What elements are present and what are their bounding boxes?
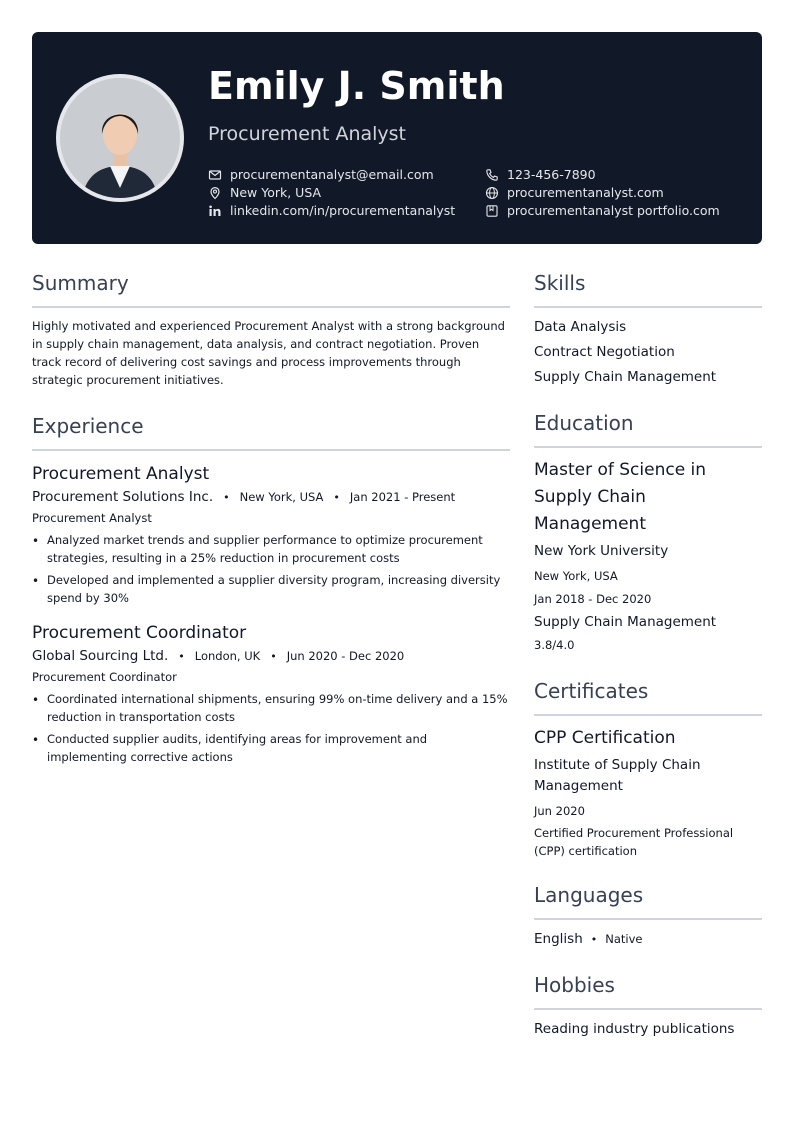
contact-phone[interactable] xyxy=(485,167,596,183)
contact-website[interactable] xyxy=(485,185,664,201)
education-section xyxy=(534,408,762,654)
contact-email-text: procurementanalyst@email.com xyxy=(230,167,434,182)
section-divider xyxy=(534,918,762,920)
job-bullets xyxy=(32,531,510,607)
job-company: Procurement Solutions Inc. xyxy=(32,489,214,505)
language-level: Native xyxy=(605,932,643,946)
profile-photo xyxy=(56,74,184,202)
education-dates: Jan 2018 - Dec 2020 xyxy=(534,592,652,606)
contact-portfolio-text: procurementanalyst portfolio.com xyxy=(507,203,720,218)
phone-icon xyxy=(485,168,499,182)
summary-heading: Summary xyxy=(32,271,129,295)
contact-linkedin-text: linkedin.com/in/procurementanalyst xyxy=(230,203,456,218)
separator-dot: • xyxy=(178,650,185,663)
job-meta xyxy=(32,489,510,505)
skills-heading: Skills xyxy=(534,271,586,295)
skills-section xyxy=(534,268,762,390)
job-bullet: • Conducted supplier audits, identifying areas for improvement and implementing corrective actions xyxy=(32,730,510,766)
job-dates: Jan 2021 - Present xyxy=(349,490,456,504)
certificate-issuer: Institute of Supply Chain Management xyxy=(534,757,701,794)
job-dates: Jun 2020 - Dec 2020 xyxy=(286,649,405,663)
separator-dot: • xyxy=(223,491,230,504)
languages-heading: Languages xyxy=(534,883,644,907)
contact-phone-text: 123-456-7890 xyxy=(507,167,596,182)
person-avatar-icon xyxy=(60,78,180,198)
full-name: Emily J. Smith xyxy=(208,64,505,108)
right-column xyxy=(534,268,762,1040)
separator-dot: • xyxy=(270,650,277,663)
job-company: Global Sourcing Ltd. xyxy=(32,648,169,664)
linkedin-icon xyxy=(208,204,222,218)
section-divider xyxy=(534,1008,762,1010)
globe-icon xyxy=(485,186,499,200)
job-location: London, UK xyxy=(194,649,261,663)
summary-section xyxy=(32,268,510,389)
language-name: English xyxy=(534,931,583,947)
languages-section xyxy=(534,880,762,950)
language-entry xyxy=(534,929,762,950)
certificate-name: CPP Certification xyxy=(534,728,676,748)
education-location: New York, USA xyxy=(534,569,618,583)
certificates-heading: Certificates xyxy=(534,679,649,703)
map-pin-icon xyxy=(208,186,222,200)
contact-email[interactable] xyxy=(208,167,434,183)
contact-portfolio[interactable] xyxy=(485,203,720,219)
skill-item: Data Analysis xyxy=(534,319,627,335)
summary-text: Highly motivated and experienced Procurement Analyst with a strong background in supply chain management, data analysis, and contract negotiation. Proven track record of delivering cost savings and process improvements through strategic procurement initiatives. xyxy=(32,319,505,387)
contact-linkedin[interactable] xyxy=(208,203,455,219)
experience-section xyxy=(32,411,510,766)
job-location: New York, USA xyxy=(239,490,324,504)
section-divider xyxy=(534,446,762,448)
job-subtitle: Procurement Analyst xyxy=(32,511,152,525)
skill-item: Supply Chain Management xyxy=(534,369,717,385)
certificate-date: Jun 2020 xyxy=(534,804,585,818)
job-title: Procurement Analyst xyxy=(32,464,210,484)
job-title: Procurement Coordinator xyxy=(32,623,247,643)
education-school: New York University xyxy=(534,543,669,559)
experience-heading: Experience xyxy=(32,414,144,438)
section-divider xyxy=(32,449,510,451)
hobbies-heading: Hobbies xyxy=(534,973,615,997)
section-divider xyxy=(534,714,762,716)
bookmark-icon xyxy=(485,204,499,218)
job-bullets xyxy=(32,690,510,766)
contact-location-text: New York, USA xyxy=(230,185,322,200)
separator-dot: • xyxy=(333,491,340,504)
section-divider xyxy=(534,306,762,308)
job-subtitle: Procurement Coordinator xyxy=(32,670,177,684)
education-degree: Master of Science in Supply Chain Management xyxy=(534,460,707,534)
mail-icon xyxy=(208,168,222,182)
certificates-section xyxy=(534,676,762,860)
job-role: Procurement Analyst xyxy=(208,123,406,145)
job-entry xyxy=(32,621,510,766)
job-entry xyxy=(32,462,510,607)
left-column xyxy=(32,268,510,770)
job-bullet: • Coordinated international shipments, ensuring 99% on-time delivery and a 15% reduction in transportation costs xyxy=(32,690,510,726)
skill-item: Contract Negotiation xyxy=(534,344,675,360)
section-divider xyxy=(32,306,510,308)
resume-header xyxy=(32,32,762,244)
contact-location xyxy=(208,185,321,201)
certificate-description: Certified Procurement Professional (CPP) certification xyxy=(534,826,734,858)
job-meta xyxy=(32,648,510,664)
education-heading: Education xyxy=(534,411,634,435)
hobbies-section xyxy=(534,970,762,1040)
separator-dot: • xyxy=(590,933,598,946)
contact-website-text: procurementanalyst.com xyxy=(507,185,664,200)
job-bullet: • Analyzed market trends and supplier performance to optimize procurement strategies, resulting in a 25% reduction in procurement costs xyxy=(32,531,510,567)
hobby-item: Reading industry publications xyxy=(534,1021,735,1037)
job-bullet: • Developed and implemented a supplier diversity program, increasing diversity spend by 30% xyxy=(32,571,510,607)
education-field: Supply Chain Management xyxy=(534,614,717,630)
education-gpa: 3.8/4.0 xyxy=(534,638,575,652)
